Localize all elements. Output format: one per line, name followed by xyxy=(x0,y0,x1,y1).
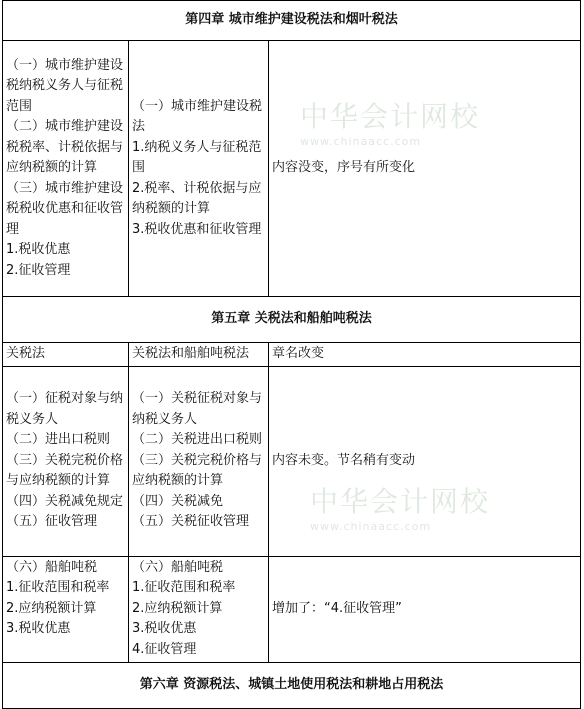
list-item: （一）征税对象与纳税义务人 xyxy=(6,391,124,427)
list-item: 1.征收范围和税率 xyxy=(6,580,110,595)
old-content-cell xyxy=(3,41,129,297)
list-item: （三）城市维护建设税税收优惠和征收管理 xyxy=(6,180,124,237)
list-item: （四）关税减免 xyxy=(132,493,224,509)
list-item: 4.征收管理 xyxy=(132,641,197,657)
list-item: （四）关税减免规定 xyxy=(6,493,124,509)
list-item: 3.税收优惠 xyxy=(6,621,71,636)
new-content-cell: 关税法和船舶吨税法 xyxy=(129,343,269,367)
watermark-text: 中华会计网校 xyxy=(310,485,491,518)
list-item: （五）征收管理 xyxy=(6,514,98,530)
old-content-cell xyxy=(3,556,129,662)
new-content-cell xyxy=(129,556,269,662)
list-item: 1.征收范围和税率 xyxy=(132,580,236,596)
list-item: （六）船舶吨税 xyxy=(6,559,98,575)
list-item: 1.纳税义务人与征税范围 xyxy=(132,139,262,176)
old-content-cell xyxy=(3,366,129,556)
chapter-title: 第四章 城市维护建设税法和烟叶税法 xyxy=(3,1,581,41)
list-item: 3.税收优惠 xyxy=(132,621,197,637)
list-item: 2.征收管理 xyxy=(6,262,71,278)
list-item: （一）城市维护建设税纳税义务人与征税范围 xyxy=(6,57,124,114)
list-item: 2.税率、计税依据与应纳税额的计算 xyxy=(132,180,262,217)
old-content-cell: 关税法 xyxy=(3,343,129,367)
list-item: （三）关税完税价格与应纳税额的计算 xyxy=(132,452,263,489)
list-item: 1.税收优惠 xyxy=(6,242,71,258)
list-item: （三）关税完税价格与应纳税额的计算 xyxy=(6,452,124,489)
watermark-url: www.chinaacc.com xyxy=(310,520,432,533)
list-item: （二）关税进出口税则 xyxy=(132,432,263,448)
list-item: 3.税收优惠和征收管理 xyxy=(132,221,262,237)
chapter-title: 第五章 关税法和船舶吨税法 xyxy=(3,297,581,343)
list-item: （一）关税征税对象与纳税义务人 xyxy=(132,391,263,427)
note-cell: 内容未变。节名稍有变动 xyxy=(269,366,581,556)
new-content-cell xyxy=(129,41,269,297)
list-item: （六）船舶吨税 xyxy=(132,559,224,575)
list-item: （五）关税征收管理 xyxy=(132,514,250,530)
list-item: （二）城市维护建设税税率、计税依据与应纳税额的计算 xyxy=(6,119,124,176)
list-item: （一）城市维护建设税法 xyxy=(132,98,263,135)
list-item: 2.应纳税额计算 xyxy=(6,600,97,616)
note-cell: 增加了：“4.征收管理” xyxy=(269,556,581,662)
new-content-cell xyxy=(129,366,269,556)
note-cell: 章名改变 xyxy=(269,343,581,367)
list-item: （二）进出口税则 xyxy=(6,432,111,448)
watermark-text: 中华会计网校 xyxy=(300,100,481,133)
list-item: 2.应纳税额计算 xyxy=(132,600,223,616)
note-cell: 内容没变，序号有所变化 xyxy=(269,41,581,297)
comparison-table xyxy=(2,0,581,709)
chapter-title: 第六章 资源税法、城镇土地使用税法和耕地占用税法 xyxy=(3,662,581,708)
watermark-url: www.chinaacc.com xyxy=(300,135,422,148)
